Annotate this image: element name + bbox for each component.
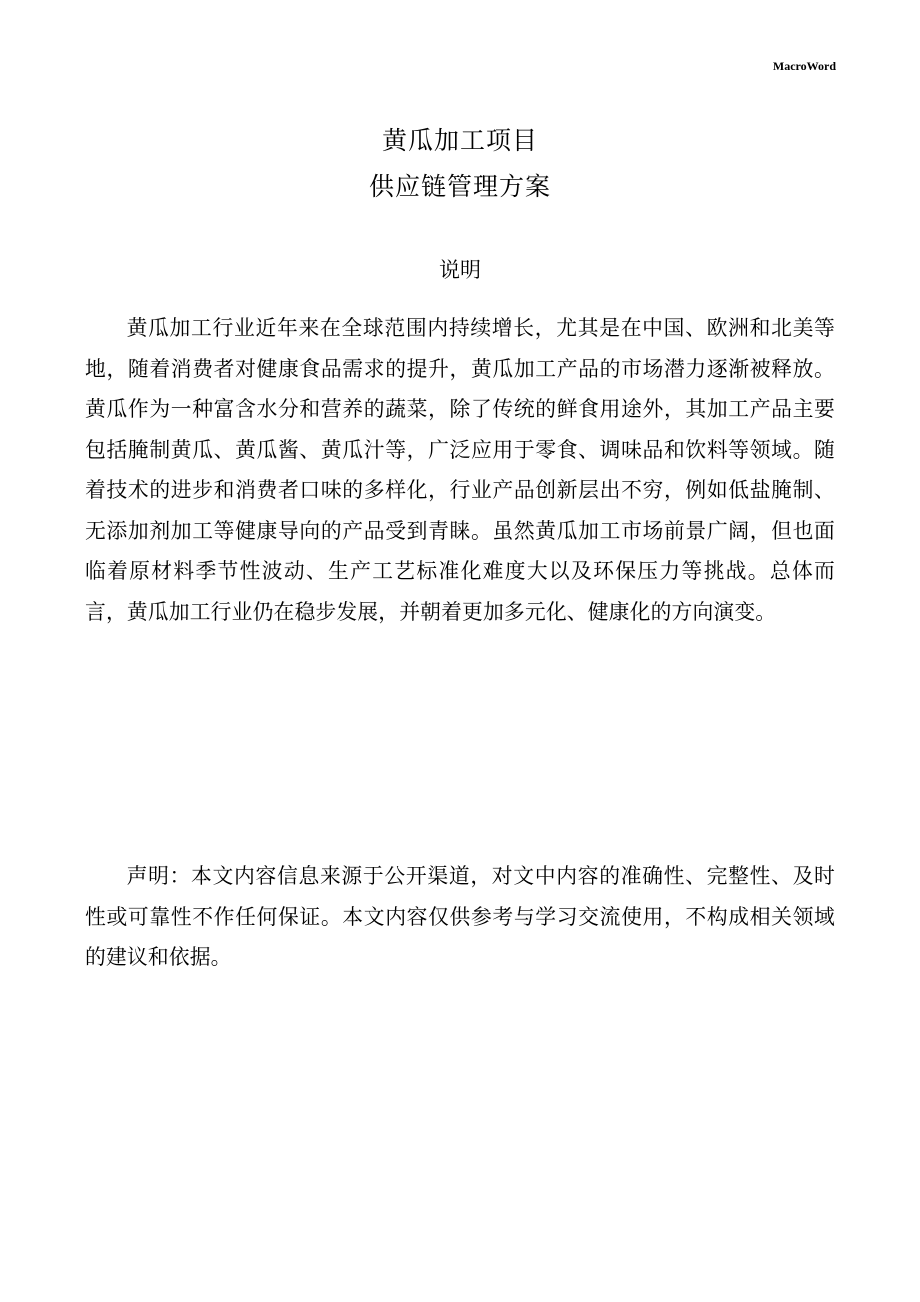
header-brand: MacroWord <box>772 59 836 73</box>
document-title <box>0 118 920 210</box>
title-line-1: 黄瓜加工项目 <box>381 126 538 155</box>
intro-paragraph: 黄瓜加工行业近年来在全球范围内持续增长，尤其是在中国、欧洲和北美等地，随着消费者对健康食品需求的提升，黄瓜加工产品的市场潜力逐渐被释放。黄瓜作为一种富含水分和营养的蔬菜，除了传统的鲜食用途外，其加工产品主要包括腌制黄瓜、黄瓜酱、黄瓜汁等，广泛应用于零食、调味品和饮料等领域。随着技术的进步和消费者口味的多样化，行业产品创新层出不穷，例如低盐腌制、无添加剂加工等健康导向的产品受到青睐。虽然黄瓜加工市场前景广阔，但也面临着原材料季节性波动、生产工艺标准化难度大以及环保压力等挑战。总体而言，黄瓜加工行业仍在稳步发展，并朝着更加多元化、健康化的方向演变。 <box>85 316 835 624</box>
title-line-2: 供应链管理方案 <box>368 172 551 201</box>
section-heading: 说明 <box>439 258 481 282</box>
disclaimer-paragraph: 声明：本文内容信息来源于公开渠道，对文中内容的准确性、完整性、及时性或可靠性不作任何保证。本文内容仅供参考与学习交流使用，不构成相关领域的建议和依据。 <box>85 864 835 969</box>
